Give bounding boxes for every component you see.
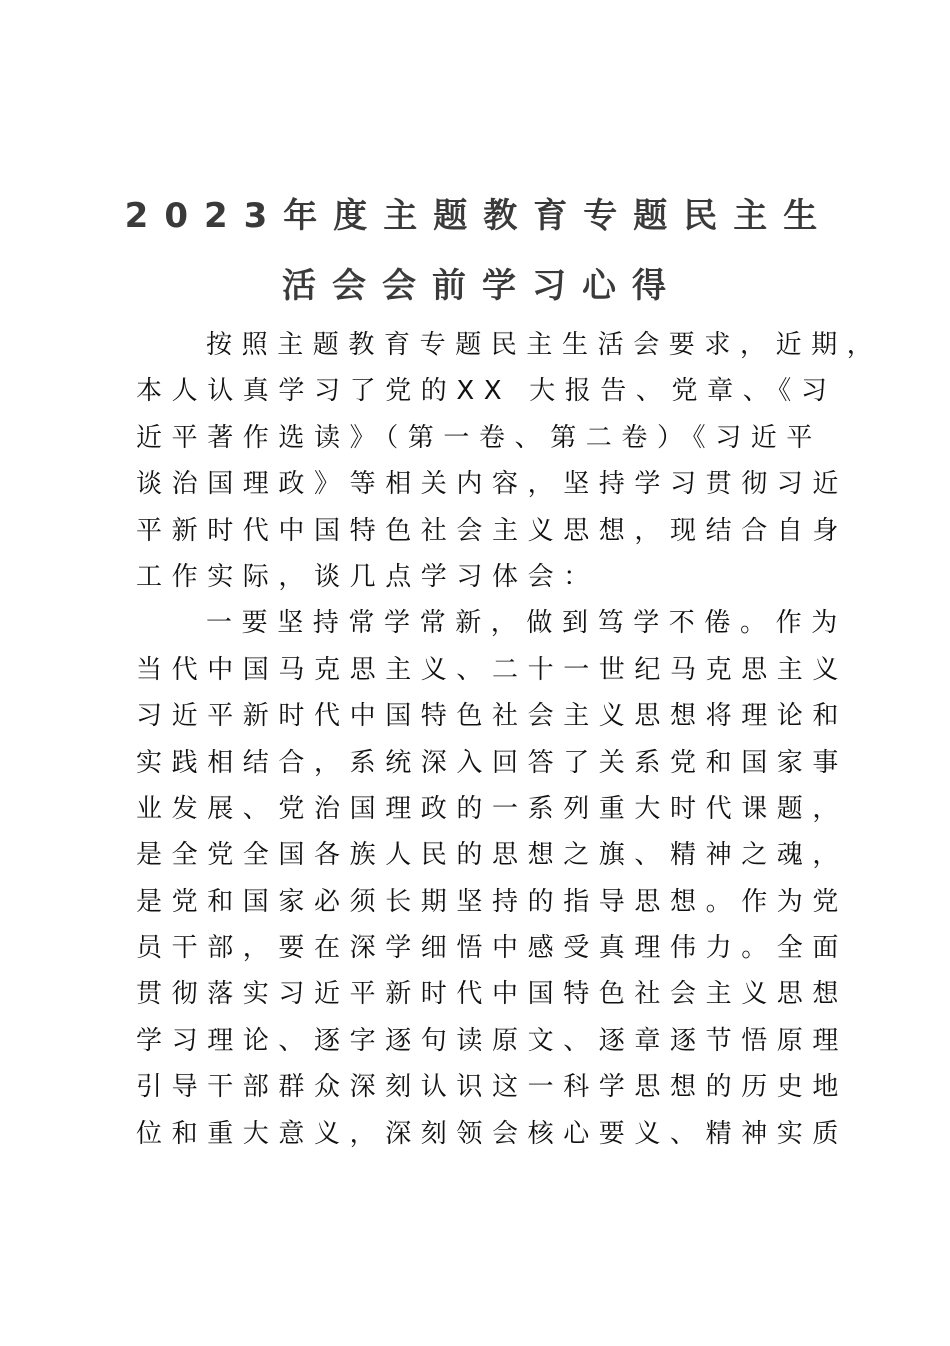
paragraph-1-line: 按照主题教育专题民主生活会要求，近期， [206, 330, 883, 360]
paragraph-2-line: 是全党全国各族人民的思想之旗、精神之魂， [136, 840, 849, 871]
paragraph-1-line: 近平著作选读》（第一卷、第二卷）《习近平 [136, 422, 823, 453]
document-body [136, 322, 883, 1157]
paragraph-2-line: 引导干部群众深刻认识这一科学思想的历史地 [136, 1072, 849, 1103]
paragraph-2-line: 位和重大意义，深刻领会核心要义、精神实质 [136, 1118, 849, 1149]
paragraph-1-line: 平新时代中国特色社会主义思想，现结合自身 [136, 515, 849, 546]
paragraph-2-line: 业发展、党治国理政的一系列重大时代课题， [136, 793, 849, 824]
paragraph-2-line: 一要坚持常学常新，做到笃学不倦。作为 [206, 608, 847, 639]
paragraph-2-line: 员干部，要在深学细悟中感受真理伟力。全面 [136, 933, 849, 964]
paragraph-2-line: 学习理论、逐字逐句读原文、逐章逐节悟原理 [136, 1025, 849, 1056]
paragraph-1-line: 工作实际，谈几点学习体会： [136, 561, 599, 592]
paragraph-2-line: 贯彻落实习近平新时代中国特色社会主义思想 [136, 979, 849, 1010]
document-title-line-1: 2023年度主题教育专题民主生 [124, 196, 834, 236]
paragraph-1-line: 谈治国理政》等相关内容，坚持学习贯彻习近 [136, 469, 849, 500]
paragraph-2-line: 习近平新时代中国特色社会主义思想将理论和 [136, 701, 849, 732]
paragraph-2-line: 当代中国马克思主义、二十一世纪马克思主义 [136, 654, 849, 685]
paragraph-2-line: 是党和国家必须长期坚持的指导思想。作为党 [136, 886, 849, 917]
paragraph-2-line: 实践相结合，系统深入回答了关系党和国家事 [136, 747, 849, 778]
paragraph-1-line: 本人认真学习了党的XX 大报告、党章、《习 [136, 376, 837, 407]
document-title-line-2: 活会会前学习心得 [282, 266, 682, 306]
